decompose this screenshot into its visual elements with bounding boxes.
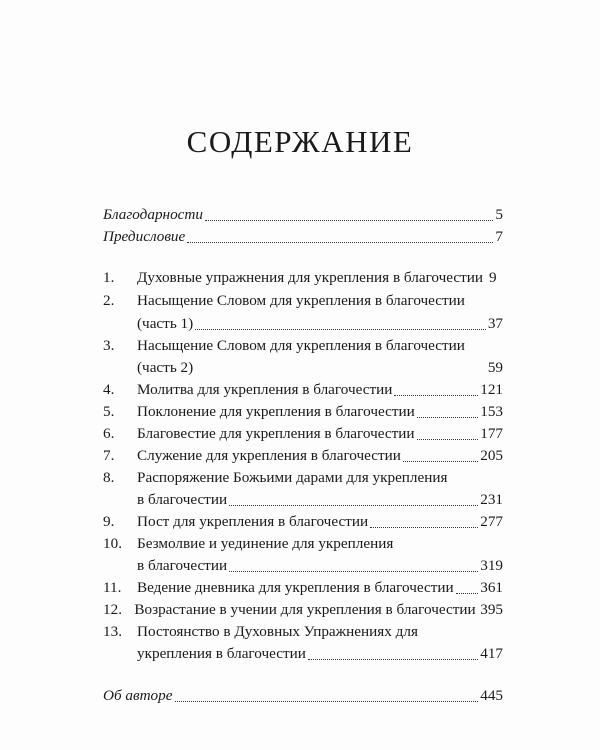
dot-leader bbox=[229, 565, 478, 572]
toc-chapter-10 bbox=[103, 533, 393, 555]
chapter-number: 9. bbox=[103, 513, 115, 530]
toc-entry-acknowledgements bbox=[103, 204, 503, 226]
toc-chapter-12 bbox=[103, 599, 503, 621]
dot-leader bbox=[417, 433, 479, 440]
chapter-number: 11. bbox=[103, 579, 122, 596]
toc-page-number: 5 bbox=[495, 206, 503, 223]
dot-leader bbox=[394, 389, 478, 396]
chapter-title-cont: (часть 1) bbox=[137, 315, 194, 332]
chapter-title: Молитва для укрепления в благочестии bbox=[137, 381, 393, 398]
chapter-number: 7. bbox=[103, 447, 115, 464]
dot-leader bbox=[195, 323, 486, 330]
dot-leader bbox=[205, 214, 493, 221]
dot-leader bbox=[456, 587, 479, 594]
chapter-title-cont: укрепления в благочестии bbox=[137, 645, 306, 662]
chapter-title: Поклонение для укрепления в благочестии bbox=[137, 403, 415, 420]
toc-chapter-10-cont bbox=[137, 555, 503, 577]
chapter-number: 12. bbox=[103, 601, 122, 618]
chapter-number: 13. bbox=[103, 623, 122, 640]
toc-chapter-2-cont bbox=[137, 313, 503, 335]
toc-chapter-3 bbox=[103, 335, 465, 357]
toc-page-number: 9 bbox=[489, 269, 497, 286]
toc-page-number: 153 bbox=[480, 403, 503, 420]
page-title: СОДЕРЖАНИЕ bbox=[186, 124, 414, 159]
toc-entry-about-author bbox=[103, 685, 503, 707]
toc-chapter-1 bbox=[103, 267, 503, 289]
toc-page-number: 177 bbox=[480, 425, 503, 442]
toc-chapter-4 bbox=[103, 379, 503, 401]
toc-chapter-13 bbox=[103, 621, 418, 643]
toc-page-number: 395 bbox=[480, 601, 503, 618]
chapter-number: 10. bbox=[103, 535, 122, 552]
toc-page-number: 231 bbox=[480, 491, 503, 508]
chapter-title: Насыщение Словом для укрепления в благочестии bbox=[137, 337, 465, 354]
chapter-title: Пост для укрепления в благочестии bbox=[137, 513, 369, 530]
chapter-number: 5. bbox=[103, 403, 115, 420]
chapter-number: 3. bbox=[103, 337, 115, 354]
toc-chapter-3-cont bbox=[137, 357, 503, 379]
toc-entry-label: Благодарности bbox=[103, 206, 203, 223]
toc-entry-label: Предисловие bbox=[103, 228, 186, 245]
chapter-title-cont: в благочестии bbox=[137, 557, 228, 574]
dot-leader bbox=[229, 499, 478, 506]
toc-page-number: 7 bbox=[495, 228, 503, 245]
chapter-title: Благовестие для укрепления в благочестии bbox=[137, 425, 415, 442]
toc-chapter-6 bbox=[103, 423, 503, 445]
dot-leader bbox=[370, 521, 478, 528]
chapter-title-cont: (часть 2) bbox=[137, 359, 194, 376]
dot-leader bbox=[308, 653, 478, 660]
chapter-title: Безмолвие и уединение для укрепления bbox=[137, 535, 394, 552]
toc-chapter-5 bbox=[103, 401, 503, 423]
toc-chapter-8-cont bbox=[137, 489, 503, 511]
chapter-title: Распоряжение Божьими дарами для укрепления bbox=[137, 469, 448, 486]
chapter-title: Постоянство в Духовных Упражнениях для bbox=[137, 623, 418, 640]
chapter-title: Возрастание в учении для укрепления в благочестии bbox=[134, 601, 476, 618]
dot-leader bbox=[175, 695, 479, 702]
chapter-number: 2. bbox=[103, 292, 115, 309]
dot-leader bbox=[195, 368, 486, 374]
toc-chapter-9 bbox=[103, 511, 503, 533]
chapter-title: Служение для укрепления в благочестии bbox=[137, 447, 401, 464]
toc-page-number: 319 bbox=[480, 557, 503, 574]
toc-page-number: 37 bbox=[487, 315, 503, 332]
dot-leader bbox=[417, 411, 478, 418]
chapter-title: Духовные упражнения для укрепления в благочестии bbox=[137, 269, 484, 286]
dot-leader bbox=[403, 455, 478, 462]
toc-chapter-13-cont bbox=[137, 643, 503, 665]
toc-page-number: 121 bbox=[480, 381, 503, 398]
chapter-title: Ведение дневника для укрепления в благочестии bbox=[137, 579, 454, 596]
chapter-title: Насыщение Словом для укрепления в благочестии bbox=[137, 292, 465, 309]
chapter-number: 6. bbox=[103, 425, 115, 442]
toc-page-number: 417 bbox=[480, 645, 503, 662]
toc-entry-label: Об авторе bbox=[103, 687, 173, 704]
toc-page-number: 445 bbox=[480, 687, 503, 704]
chapter-number: 4. bbox=[103, 381, 115, 398]
chapter-title-cont: в благочестии bbox=[137, 491, 228, 508]
toc-page-number: 277 bbox=[480, 513, 503, 530]
toc-page-number: 205 bbox=[480, 447, 503, 464]
chapter-number: 1. bbox=[103, 269, 115, 286]
toc-page-number: 59 bbox=[487, 359, 503, 376]
toc-chapter-8 bbox=[103, 467, 448, 489]
toc-page-number: 361 bbox=[480, 579, 503, 596]
toc-chapter-11 bbox=[103, 577, 503, 599]
dot-leader bbox=[187, 236, 493, 243]
toc-entry-preface bbox=[103, 226, 503, 248]
toc-chapter-7 bbox=[103, 445, 503, 467]
chapter-number: 8. bbox=[103, 469, 115, 486]
toc-chapter-2 bbox=[103, 290, 465, 312]
